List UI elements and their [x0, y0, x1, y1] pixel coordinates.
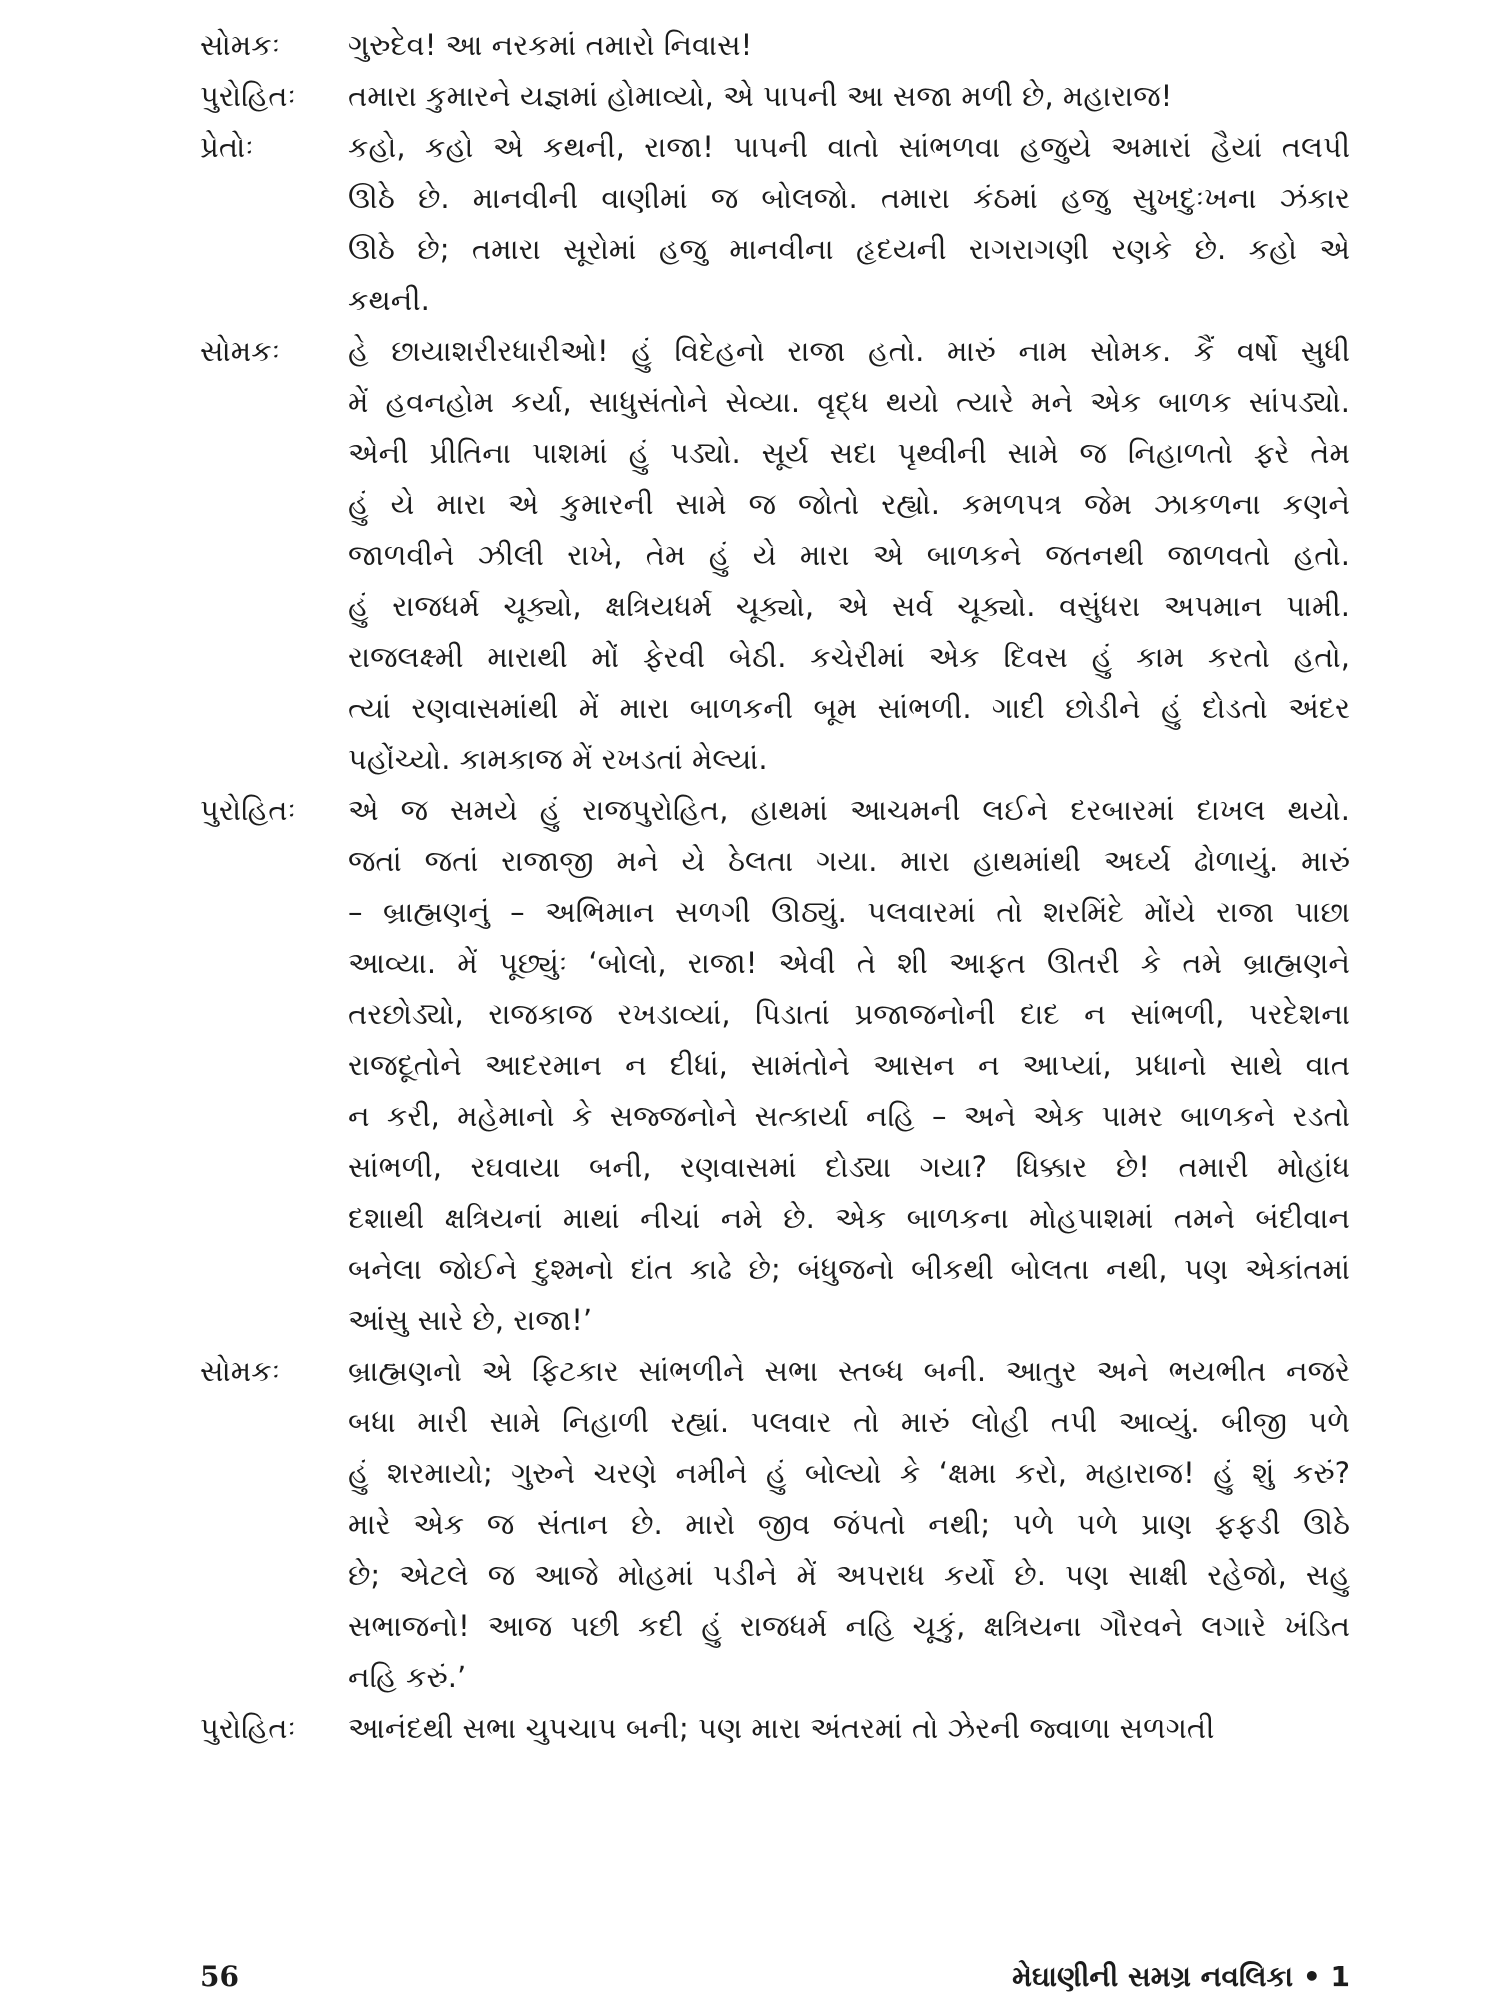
speech-block — [200, 71, 1350, 122]
speech-block — [200, 326, 1350, 785]
speech-block — [200, 785, 1350, 1346]
text-line: હે છાયાશરીરધારીઓ! હું વિદેહનો રાજા હતો. મારું નામ સોમક. કૈં વર્ષો સુધી — [348, 334, 1350, 368]
text-line: સાંભળી, રઘવાયા બની, રણવાસમાં દોડ્યા ગયા? ધિક્કાર છે! તમારી મોહાંધ — [348, 1150, 1350, 1184]
speaker-name: પુરોહિતઃ — [200, 793, 296, 827]
speaker-name: સોમકઃ — [200, 1354, 281, 1388]
text-line: તરછોડ્યો, રાજકાજ રખડાવ્યાં, પિડાતાં પ્રજાજનોની દાદ ન સાંભળી, પરદેશના — [348, 997, 1350, 1031]
dialogue-body — [200, 20, 1350, 1754]
text-line: છે; એટલે જ આજે મોહમાં પડીને મેં અપરાધ કર્યો છે. પણ સાક્ષી રહેજો, સહુ — [348, 1558, 1350, 1592]
speaker-name: સોમકઃ — [200, 28, 281, 62]
text-line: બ્રાહ્મણનો એ ફિટકાર સાંભળીને સભા સ્તબ્ધ બની. આતુર અને ભયભીત નજરે — [348, 1354, 1350, 1388]
text-line: ઊઠે છે. માનવીની વાણીમાં જ બોલજો. તમારા કંઠમાં હજુ સુખદુઃખના ઝંકાર — [348, 181, 1350, 215]
text-line: ત્યાં રણવાસમાંથી મેં મારા બાળકની બૂમ સાંભળી. ગાદી છોડીને હું દોડતો અંદર — [348, 691, 1350, 725]
speech-text — [348, 1703, 1350, 1754]
running-title: મેઘાણીની સમગ્ર નવલિકા • 1 — [1012, 1960, 1350, 1993]
text-line: દશાથી ક્ષત્રિયનાં માથાં નીચાં નમે છે. એક બાળકના મોહપાશમાં તમને બંદીવાન — [348, 1201, 1350, 1235]
text-line: આવ્યા. મેં પૂછ્યુંઃ ‘બોલો, રાજા! એવી તે શી આફત ઊતરી કે તમે બ્રાહ્મણને — [348, 946, 1350, 980]
text-line: નહિ કરું.’ — [348, 1660, 467, 1694]
text-line: મારે એક જ સંતાન છે. મારો જીવ જંપતો નથી; પળે પળે પ્રાણ ફફડી ઊઠે — [348, 1507, 1350, 1541]
text-line: હું રાજધર્મ ચૂક્યો, ક્ષત્રિયધર્મ ચૂક્યો, એ સર્વ ચૂક્યો. વસુંધરા અપમાન પામી. — [348, 589, 1350, 623]
text-line: કથની. — [348, 283, 430, 317]
text-line: ન કરી, મહેમાનો કે સજ્જનોને સત્કાર્યા નહિ – અને એક પામર બાળકને રડતો — [348, 1099, 1350, 1133]
text-line: પહોંચ્યો. કામકાજ મેં રખડતાં મેલ્યાં. — [348, 742, 768, 776]
speech-block — [200, 1346, 1350, 1703]
speech-text — [348, 1346, 1350, 1703]
speech-block — [200, 20, 1350, 71]
page-number: 56 — [200, 1960, 239, 1993]
text-line: ગુરુદેવ! આ નરકમાં તમારો નિવાસ! — [348, 28, 753, 62]
text-line: હું શરમાયો; ગુરુને ચરણે નમીને હું બોલ્યો કે ‘ક્ષમા કરો, મહારાજ! હું શું કરું? — [348, 1456, 1350, 1490]
text-line: જતાં જતાં રાજાજી મને યે ઠેલતા ગયા. મારા હાથમાંથી અર્ઘ્ય ઢોળાયું. મારું — [348, 844, 1350, 878]
text-line: એની પ્રીતિના પાશમાં હું પડ્યો. સૂર્ય સદા પૃથ્વીની સામે જ નિહાળતો ફરે તેમ — [348, 436, 1350, 470]
text-line: મેં હવનહોમ કર્યા, સાધુસંતોને સેવ્યા. વૃદ્ધ થયો ત્યારે મને એક બાળક સાંપડ્યો. — [348, 385, 1350, 419]
text-line: બધા મારી સામે નિહાળી રહ્યાં. પલવાર તો મારું લોહી તપી આવ્યું. બીજી પળે — [348, 1405, 1350, 1439]
speech-text — [348, 326, 1350, 785]
text-line: સભાજનો! આજ પછી કદી હું રાજધર્મ નહિ ચૂકું, ક્ષત્રિયના ગૌરવને લગારે ખંડિત — [348, 1609, 1350, 1643]
text-line: રાજલક્ષ્મી મારાથી મોં ફેરવી બેઠી. કચેરીમાં એક દિવસ હું કામ કરતો હતો, — [348, 640, 1350, 674]
text-line: બનેલા જોઈને દુશ્મનો દાંત કાઢે છે; બંધુજનો બીકથી બોલતા નથી, પણ એકાંતમાં — [348, 1252, 1350, 1286]
speech-block — [200, 1703, 1350, 1754]
text-line: આંસુ સારે છે, રાજા!’ — [348, 1303, 593, 1337]
text-line: રાજદૂતોને આદરમાન ન દીધાં, સામંતોને આસન ન આપ્યાં, પ્રધાનો સાથે વાત — [348, 1048, 1350, 1082]
speech-text — [348, 71, 1350, 122]
speech-text — [348, 785, 1350, 1346]
speaker-name: સોમકઃ — [200, 334, 281, 368]
text-line: કહો, કહો એ કથની, રાજા! પાપની વાતો સાંભળવા હજુયે અમારાં હૈયાં તલપી — [348, 130, 1350, 164]
page-footer — [200, 1960, 1350, 1994]
speech-text — [348, 122, 1350, 326]
text-line: જાળવીને ઝીલી રાખે, તેમ હું યે મારા એ બાળકને જતનથી જાળવતો હતો. — [348, 538, 1350, 572]
speech-text — [348, 20, 1350, 71]
text-line: તમારા કુમારને યજ્ઞમાં હોમાવ્યો, એ પાપની આ સજા મળી છે, મહારાજ! — [348, 79, 1173, 113]
text-line: હું યે મારા એ કુમારની સામે જ જોતો રહ્યો. કમળપત્ર જેમ ઝાકળના કણને — [348, 487, 1350, 521]
speaker-name: પુરોહિતઃ — [200, 1711, 296, 1745]
speaker-name: પુરોહિતઃ — [200, 79, 296, 113]
text-line: એ જ સમયે હું રાજપુરોહિત, હાથમાં આચમની લઈને દરબારમાં દાખલ થયો. — [348, 793, 1350, 827]
text-line: આનંદથી સભા ચુપચાપ બની; પણ મારા અંતરમાં તો ઝેરની જ્વાળા સળગતી — [348, 1711, 1215, 1745]
speaker-name: પ્રેતોઃ — [200, 130, 254, 164]
speech-block — [200, 122, 1350, 326]
text-line: ઊઠે છે; તમારા સૂરોમાં હજુ માનવીના હૃદયની રાગરાગણી રણકે છે. કહો એ — [348, 232, 1350, 266]
text-line: – બ્રાહ્મણનું – અભિમાન સળગી ઊઠ્યું. પલવારમાં તો શરમિંદે મોંયે રાજા પાછા — [348, 895, 1350, 929]
